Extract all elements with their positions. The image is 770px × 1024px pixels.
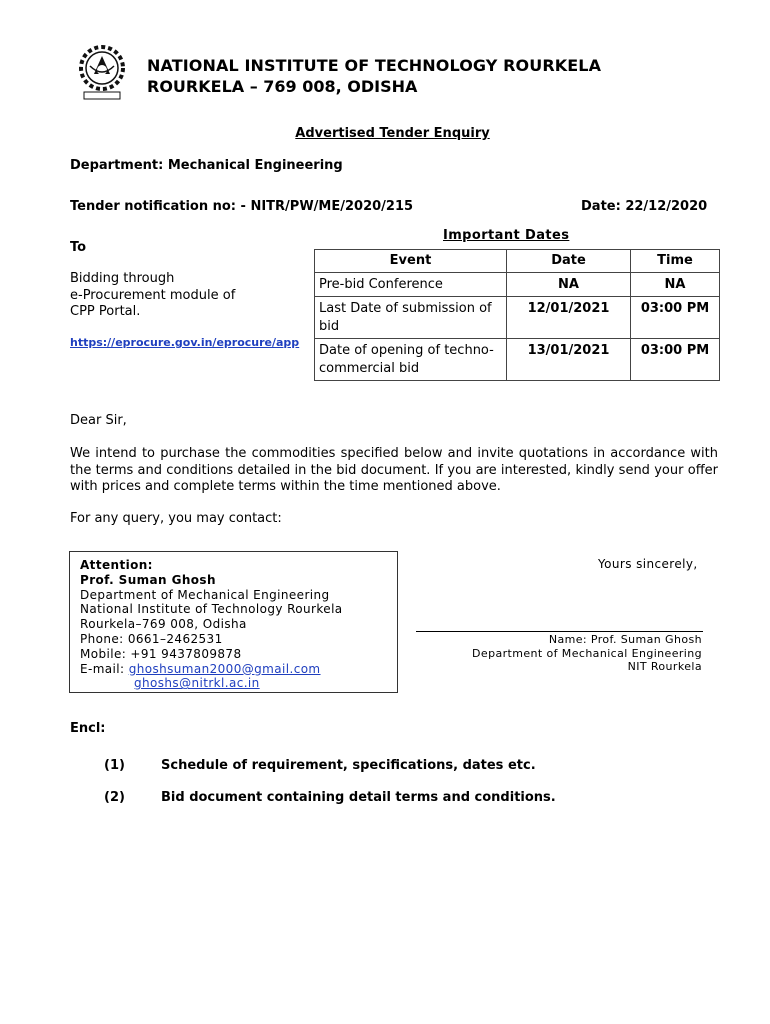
signature-block [416, 633, 702, 674]
email-link-secondary[interactable]: ghoshs@nitrkl.ac.in [134, 676, 260, 691]
important-dates-title: Important Dates [443, 228, 570, 243]
date-cell: 12/01/2021 [507, 297, 631, 339]
event-cell: Date of opening of techno-commercial bid [315, 339, 507, 381]
email-link-primary[interactable]: ghoshsuman2000@gmail.com [128, 661, 321, 676]
table-row [315, 273, 720, 297]
contact-department: Department of Mechanical Engineering [80, 587, 330, 602]
bidding-line: e-Procurement module of [70, 287, 236, 303]
email-label: E-mail: [80, 661, 129, 676]
letter-body: We intend to purchase the commodities specified below and invite quotations in accordance with the terms and conditions detailed in the bid document. If you are interested, kindly send your offer with prices and complete terms within the time mentioned above. [70, 446, 718, 494]
signatory-institute: NIT Rourkela [627, 660, 702, 673]
tender-date: Date: 22/12/2020 [581, 199, 708, 214]
enclosures-label: Encl: [70, 721, 106, 736]
table-row [315, 297, 720, 339]
query-line: For any query, you may contact: [70, 511, 282, 526]
date-cell: 13/01/2021 [507, 339, 631, 381]
header-time: Time [631, 250, 720, 273]
contact-mobile: Mobile: +91 9437809878 [80, 646, 242, 661]
important-dates-table [314, 249, 720, 381]
contact-box [69, 551, 398, 693]
signature-line [416, 631, 703, 632]
enclosure-text: Bid document containing detail terms and conditions. [161, 790, 556, 805]
salutation: Dear Sir, [70, 413, 127, 428]
bidding-line: CPP Portal. [70, 304, 141, 319]
nit-rourkela-logo [72, 44, 132, 102]
institute-address: ROURKELA – 769 008, ODISHA [147, 77, 418, 96]
time-cell: NA [631, 273, 720, 297]
table-header-row [315, 250, 720, 273]
enclosure-number: (1) [104, 758, 125, 773]
time-cell: 03:00 PM [631, 297, 720, 339]
institute-name: NATIONAL INSTITUTE OF TECHNOLOGY ROURKELA [147, 56, 602, 75]
department-line: Department: Mechanical Engineering [70, 158, 343, 173]
enclosure-number: (2) [104, 790, 125, 805]
attention-label: Attention: [80, 558, 153, 572]
event-cell: Pre-bid Conference [315, 273, 507, 297]
contact-name: Prof. Suman Ghosh [80, 572, 216, 587]
time-cell: 03:00 PM [631, 339, 720, 381]
contact-email-row [80, 662, 387, 677]
closing: Yours sincerely, [598, 557, 698, 571]
date-cell: NA [507, 273, 631, 297]
tender-notification-number: Tender notification no: - NITR/PW/ME/2020/215 [70, 199, 414, 214]
header-event: Event [315, 250, 507, 273]
bidding-line: Bidding through [70, 271, 175, 286]
signatory-department: Department of Mechanical Engineering [472, 646, 702, 660]
event-cell: Last Date of submission of bid [315, 297, 507, 339]
contact-phone: Phone: 0661–2462531 [80, 631, 223, 646]
document-title: Advertised Tender Enquiry [295, 126, 490, 141]
to-label: To [70, 240, 87, 255]
signatory-name: Name: Prof. Suman Ghosh [548, 633, 702, 646]
enclosure-text: Schedule of requirement, specifications, dates etc. [161, 758, 536, 773]
bidding-info [70, 271, 270, 321]
contact-city: Rourkela–769 008, Odisha [80, 617, 247, 632]
table-row [315, 339, 720, 381]
header-date: Date [507, 250, 631, 273]
contact-institute: National Institute of Technology Rourkela [80, 602, 343, 617]
eprocure-portal-link[interactable]: https://eprocure.gov.in/eprocure/app [70, 336, 300, 349]
contact-email-row-2 [80, 676, 387, 691]
